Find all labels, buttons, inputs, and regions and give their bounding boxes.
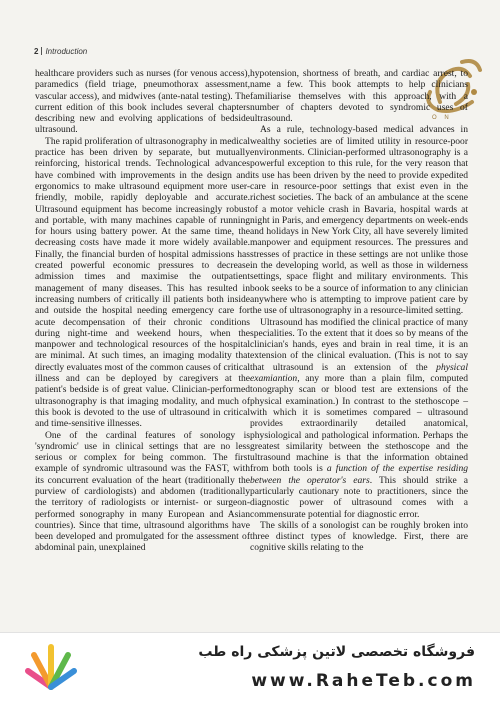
paragraph (250, 317, 468, 520)
right-column (250, 68, 468, 554)
paragraph: The skills of a sonologist can be roughly broken into three distinct types of knowledge. First, there are cognitive skills relating to the (250, 519, 468, 554)
store-name: فروشگاه تخصصی لاتین پزشکی راه طب (198, 644, 475, 660)
paragraph: As a rule, technology-based medical advances in wealthy societies are of limited utility in resource-poor environments. Clinician-performed ultrasonography is a powerful exception to this rule, for the very reason that its use has been driven by the need to provide expedited care in resource-poor settings that exist even in the richest societies. The back of an ambulance at the scene of a motor vehicle crash in Bavaria, hospital wards at night in Paris, and emergency departments on week-ends and holidays in New York City, all have severely limited manpower and equipment resources. The pressures and stresses of practice in these settings are not unlike those in the developing world, as well as those in wilderness settings, space flight and military environments. This book seeks to be a source of information to any clinician anywhere who is attempting to improve patient care by the use of ultrasonography in a resource-limited setting. (250, 124, 468, 317)
paragraph: healthcare providers such as nurses (for venous access), paramedics (field triage, pneumothorax assessment, vascular access), and midwives (ante-natal testing). The current edition of this book includes several chapters describing new and evolving applications of bedside ultrasound. (35, 68, 250, 136)
text-run: . This should strike a particularly cautionary note to practitioners, since the diagnostic power of ultrasound comes with a commensurate potential for diagnostic error. (250, 474, 468, 520)
section-title: Introduction (45, 47, 88, 56)
running-head (34, 47, 87, 56)
text-run: Ultrasound has modified the clinical practice of many specialities. To the extent that it does so by means of the clinician's hands, eyes and brain in real time, it is an extension of the clinical evaluation. (This is not to say that ultrasound is an extension of the (250, 316, 468, 373)
paragraph: One of the cardinal features of sonology is 'syndromic' use in clinical settings that are no less serious or complex for being common. The first example of syndromic ultrasound was the FAST, with its concurrent evaluation of the heart (traditionally the purview of cardiologists) and abdomen (traditionally the territory of radiologists or internist- or surgeon-performed sonography in many European and Asian countries). Since that time, ultrasound algorithms have been developed and promulgated for the assessment of abdominal pain, unexplained (35, 429, 250, 554)
logo-subtitle: O N (432, 115, 452, 121)
paragraph: The rapid proliferation of ultrasonography in medical practice has been driven by separate, but mutually reinforcing, historical trends. Technological advances have combined with improvements in the design and ergonomics to make ultrasound equipment more user-friendly, mobile, rapidly deployable and accurate. Ultrasound equipment has become increasingly robust and portable, with many machines capable of running for hours using battery power. At the same time, the decreasing costs have made it more widely available. Finally, the financial burden of hospital admissions has created powerful economic pressures to decrease admission times and maximise the outpatient management of many diseases. This has resulted in increasing numbers of critically ill patients both inside and outside the hospital needing emergency care for acute decompensation of their chronic conditions during night-time and weekend hours, when the manpower and technological resources of the hospital are minimal. At such times, an imaging modality that directly evaluates most of the common causes of critical illness and can be deployed by caregivers at the patient's bedside is of great value. Clinician-performed ultrasonography is that imaging modality, and much of this book is devoted to the use of ultrasound in critical and time-sensitive illnesses. (35, 135, 250, 430)
header-divider (41, 47, 42, 55)
website-link[interactable]: www.RaheTeb.com (251, 671, 476, 691)
paragraph: hypotension, shortness of breath, and cardiac arrest, to name a few. This book attempts to help clinicians familiarise themselves with this approach, with a number of chapters devoted to syndromic uses of ultrasound. (250, 68, 468, 125)
page-number: 2 (34, 47, 39, 56)
watermark-banner (0, 632, 500, 701)
text-run: , any more than a plain film, computed tonography scan or blood test are extensions of the physical examination.) In contrast to the stethoscope – with which it is sometimes compared – ultrasound provides extraordinarily detailed anatomical, physiological and pathological information. Perhaps the greatest similarity between the stethoscope and the ultrasound machine is that the information obtained from both tools is (250, 373, 468, 475)
flower-logo-icon (20, 641, 82, 693)
emphasis-text: a function of the expertise residing between the operator's ears (250, 463, 468, 486)
emphasis-text: physical examiantion (250, 361, 468, 385)
left-column (35, 68, 250, 554)
